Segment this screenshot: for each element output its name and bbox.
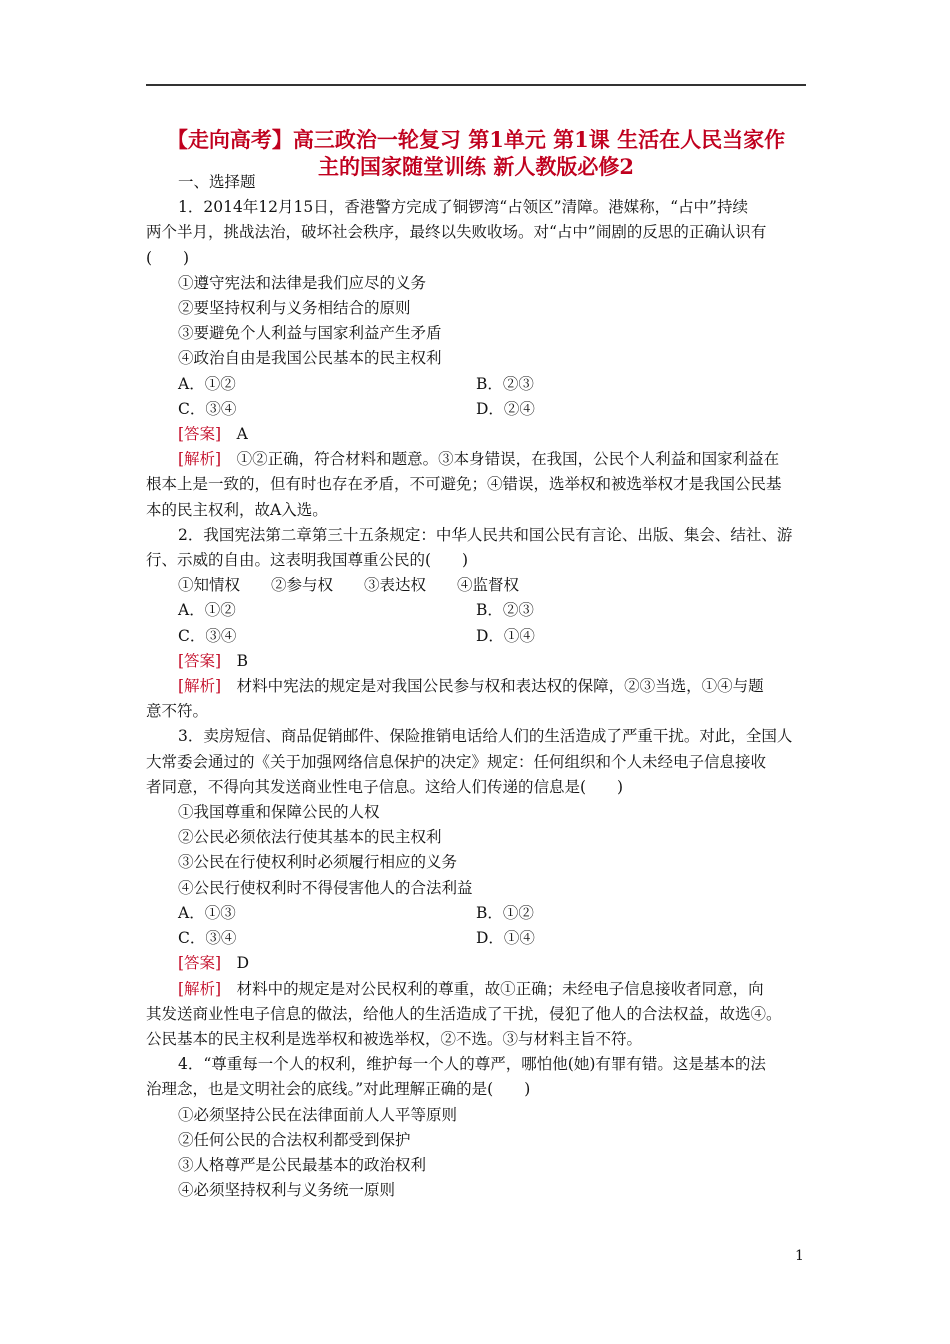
question-stem: 行、示威的自由。这表明我国尊重公民的( ) [146, 551, 469, 570]
analysis-text: 根本上是一致的，但有时也存在矛盾，不可避免；④错误，选举权和被选举权才是我国公民基 [146, 475, 782, 494]
analysis-text: 公民基本的民主权利是选举权和被选举权，②不选。③与材料主旨不符。 [146, 1029, 643, 1048]
question-stem: 4．“尊重每一个人的权利，维护每一个人的尊严，哪怕他(她)有罪有错。这是基本的法 [178, 1055, 766, 1074]
option-row [146, 926, 808, 951]
statement-item: ③人格尊严是公民最基本的政治权利 [178, 1155, 427, 1174]
analysis-text: 意不符。 [146, 702, 209, 721]
answer-line [146, 422, 808, 447]
option-d: D．①④ [476, 929, 535, 948]
option-c: C．③④ [178, 626, 237, 645]
question-3 [146, 724, 808, 1052]
header-rule [146, 84, 806, 86]
question-stem: ( ) [146, 248, 190, 267]
analysis-text: 材料中的规定是对公民权利的尊重，故①正确；未经电子信息接收者同意，向 [221, 979, 764, 998]
page-number: 1 [795, 1248, 804, 1264]
statement-item: ④必须坚持权利与义务统一原则 [178, 1181, 396, 1200]
analysis-text: ①②正确，符合材料和题意。③本身错误，在我国，公民个人利益和国家利益在 [221, 450, 780, 469]
title-line-1: 【走向高考】高三政治一轮复习 第1单元 第1课 生活在人民当家作 [166, 127, 786, 152]
analysis-text: 其发送商业性电子信息的做法，给他人的生活造成了干扰，侵犯了他人的合法权益，故选④。 [146, 1004, 782, 1023]
option-row [146, 372, 808, 397]
option-row [146, 624, 808, 649]
question-4 [146, 1052, 808, 1203]
analysis-tag: [解析] [178, 677, 222, 696]
option-d: D．②④ [476, 399, 535, 418]
statement-item: ③要避免个人利益与国家利益产生矛盾 [178, 324, 442, 343]
answer-tag: [答案] [178, 425, 222, 444]
question-stem: 两个半月，挑战法治，破坏社会秩序，最终以失败收场。对“占中”闹剧的反思的正确认识有 [146, 223, 767, 242]
statement-item: ②要坚持权利与义务相结合的原则 [178, 299, 411, 318]
analysis-line [146, 977, 808, 1002]
option-row [146, 397, 808, 422]
statement-item: ③公民在行使权利时必须履行相应的义务 [178, 853, 458, 872]
document-body [146, 170, 808, 1203]
statement-item: ④政治自由是我国公民基本的民主权利 [178, 349, 442, 368]
option-b: B．②③ [476, 601, 534, 620]
answer-value: D [221, 954, 250, 973]
question-stem: 者同意，不得向其发送商业性电子信息。这给人们传递的信息是( ) [146, 777, 624, 796]
statement-item: ①我国尊重和保障公民的人权 [178, 803, 380, 822]
option-b: B．②③ [476, 374, 534, 393]
option-row [146, 598, 808, 623]
option-c: C．③④ [178, 399, 237, 418]
option-a: A．①② [178, 601, 236, 620]
answer-tag: [答案] [178, 954, 222, 973]
analysis-tag: [解析] [178, 450, 222, 469]
option-c: C．③④ [178, 929, 237, 948]
option-a: A．①③ [178, 903, 236, 922]
statement-item: ②公民必须依法行使其基本的民主权利 [178, 828, 442, 847]
option-row [146, 901, 808, 926]
answer-line [146, 649, 808, 674]
statement-item: ②任何公民的合法权利都受到保护 [178, 1130, 411, 1149]
statement-item: ①必须坚持公民在法律面前人人平等原则 [178, 1105, 458, 1124]
question-stem: 大常委会通过的《关于加强网络信息保护的决定》规定：任何组织和个人未经电子信息接收 [146, 752, 767, 771]
analysis-line [146, 447, 808, 472]
answer-tag: [答案] [178, 651, 222, 670]
option-a: A．①② [178, 374, 236, 393]
question-stem: 治理念，也是文明社会的底线。”对此理解正确的是( ) [146, 1080, 531, 1099]
answer-value: A [221, 425, 248, 444]
analysis-tag: [解析] [178, 979, 222, 998]
option-d: D．①④ [476, 626, 535, 645]
analysis-line [146, 674, 808, 699]
question-stem: 2．我国宪法第二章第三十五条规定：中华人民共和国公民有言论、出版、集会、结社、游 [178, 525, 793, 544]
analysis-text: 本的民主权利，故A入选。 [146, 500, 328, 519]
analysis-text: 材料中宪法的规定是对我国公民参与权和表达权的保障，②③当选，①④与题 [221, 677, 764, 696]
title-line-2: 主的国家随堂训练 新人教版必修2 [318, 154, 634, 179]
question-1 [146, 195, 808, 523]
statement-item: ①遵守宪法和法律是我们应尽的义务 [178, 273, 427, 292]
option-b: B．①② [476, 903, 534, 922]
answer-value: B [221, 651, 248, 670]
question-stem: 1．2014年12月15日，香港警方完成了铜锣湾“占领区”清障。港媒称，“占中”持续 [178, 198, 748, 217]
section-heading: 一、选择题 [178, 173, 256, 191]
statement-items: ①知情权 ②参与权 ③表达权 ④监督权 [178, 576, 520, 595]
answer-line [146, 951, 808, 976]
statement-item: ④公民行使权利时不得侵害他人的合法利益 [178, 878, 473, 897]
question-stem: 3．卖房短信、商品促销邮件、保险推销电话给人们的生活造成了严重干扰。对此，全国人 [178, 727, 793, 746]
question-2 [146, 523, 808, 725]
